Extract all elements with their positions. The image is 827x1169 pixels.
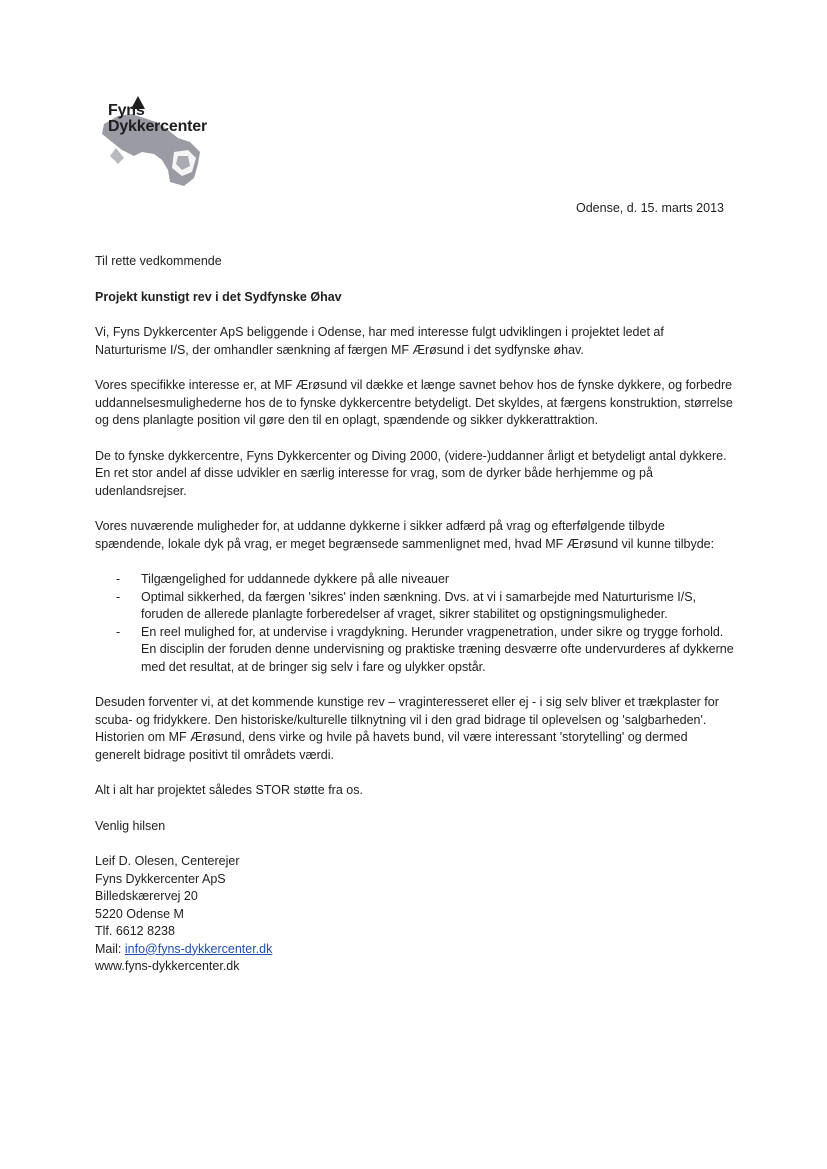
logo-text-line1: Fyns: [108, 102, 145, 119]
paragraph-intro: Vi, Fyns Dykkercenter ApS beliggende i Odense, har med interesse fulgt udviklingen i projektet ledet af Naturturisme I/S, der omhandler sænkning af færgen MF Ærøsund i det sydfynske øhav.: [95, 325, 664, 357]
signature-block: [95, 853, 735, 976]
paragraph-expectations: Desuden forventer vi, at det kommende kunstige rev – vraginteresseret eller ej - i sig selv bliver et trækplaster for scuba- og fridykkere. Den historiske/kulturelle tilknytning vil i den grad bidrage til oplevelsen og 'salgbarheden'. Historien om MF Ærøsund, dens virke og hvile på havets bund, vil være interessant 'storytelling' og dermed generelt bidrage positivt til områdets værdi.: [95, 695, 719, 762]
list-item: [116, 589, 735, 624]
paragraph-dive-centers: De to fynske dykkercentre, Fyns Dykkercenter og Diving 2000, (videre-)uddanner årligt et betydeligt antal dykkere. En ret stor andel af disse udvikler en særlig interesse for vrag, som de dyrker både herhjemme og på udenlandsrejser.: [95, 448, 727, 498]
list-item-text: En reel mulighed for, at undervise i vragdykning. Herunder vragpenetration, under sikre og trygge forhold. En disciplin der foruden denne undervisning og praktiske træning desværre ofte undervurderes af dykkerne med det resultat, at de bringer sig selv i fare og ulykker opstår.: [141, 624, 734, 674]
paragraph-current-options: Vores nuværende muligheder for, at uddanne dykkerne i sikker adfærd på vrag og efterfølgende tilbyde spændende, lokale dyk på vrag, er meget begrænsede sammenlignet med, hvad MF Ærøsund vil kunne tilbyde:: [95, 519, 715, 551]
signer-company: Fyns Dykkercenter ApS: [95, 871, 226, 886]
benefit-list: [95, 571, 735, 676]
paragraph-support: Alt i alt har projektet således STOR støtte fra os.: [95, 783, 363, 797]
email-link[interactable]: info@fyns-dykkercenter.dk: [124, 941, 273, 956]
salutation: Til rette vedkommende: [95, 254, 222, 268]
phone-number: Tlf. 6612 8238: [95, 924, 175, 938]
dash-bullet: -: [116, 589, 121, 604]
address-city: 5220 Odense M: [95, 906, 184, 921]
paragraph-interest: Vores specifikke interesse er, at MF Ærøsund vil dække et længe savnet behov hos de fynske dykkere, og forbedre uddannelsesmulighederne hos de to fynske dykkercentre betydeligt. Det skyldes, at færgens konstruktion, størrelse og dens planlagte position vil gøre den til en oplagt, spændende og sikker dykkerattraktion.: [95, 378, 733, 427]
list-item-text: Optimal sikkerhed, da færgen 'sikres' inden sænkning. Dvs. at vi i samarbejde med Naturturisme I/S, foruden de allerede planlagte forberedelser af vraget, sikrer stabilitet og opstigningsmuligheder.: [141, 589, 696, 621]
logo-text-line2: Dykkercenter: [108, 118, 207, 135]
letter-date: Odense, d. 15. marts 2013: [575, 201, 724, 215]
list-item: [116, 571, 735, 589]
list-item-text: Tilgængelighed for uddannede dykkere på alle niveauer: [141, 572, 450, 586]
dash-bullet: -: [116, 572, 121, 586]
letter-body: [95, 253, 735, 976]
website: www.fyns-dykkercenter.dk: [95, 959, 240, 973]
list-item: [116, 624, 735, 677]
company-logo: [98, 92, 223, 190]
subject-line: Projekt kunstigt rev i det Sydfynske Øhav: [95, 289, 342, 304]
address-street: Billedskærervej 20: [95, 889, 198, 903]
signer-name: Leif D. Olesen, Centerejer: [95, 854, 240, 868]
mail-label: Mail:: [95, 941, 125, 956]
dash-bullet: -: [116, 624, 121, 639]
mail-line: [95, 941, 735, 959]
closing: Venlig hilsen: [95, 818, 166, 833]
